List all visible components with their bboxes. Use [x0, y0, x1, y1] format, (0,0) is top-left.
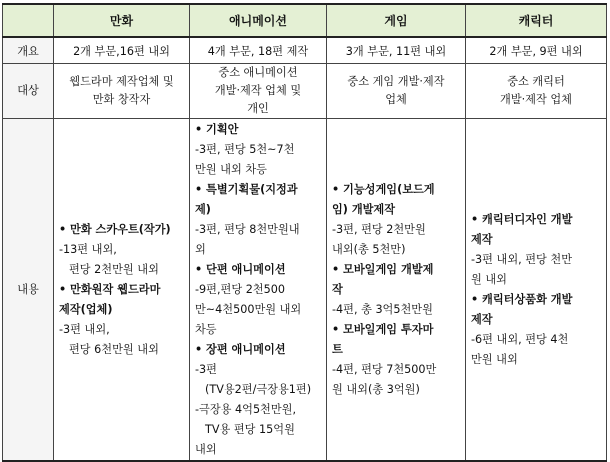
comics-item-detail: -13편 내외,	[59, 242, 117, 256]
target-game	[327, 64, 466, 119]
summary-animation: 4개 부문, 18편 제작	[190, 37, 327, 64]
target-label: 대상	[3, 64, 54, 119]
content-character	[466, 119, 607, 462]
game-item-detail: -3편, 편당 2천만원	[332, 222, 426, 236]
character-item-title: 제작	[471, 312, 493, 326]
animation-item-detail: 만~4천500만원 내외	[195, 303, 302, 316]
header-animation: 애니메이션	[190, 4, 327, 37]
animation-item-title: • 기획안	[195, 123, 239, 136]
comics-item-detail: -3편 내외,	[59, 322, 110, 336]
game-item-title: • 모바일게임 투자마	[332, 322, 434, 336]
comics-item-title: • 만화 스카우트(작가)	[59, 222, 171, 236]
target-comics	[54, 64, 190, 119]
animation-item-detail: -3편	[195, 363, 217, 376]
content-label: 내용	[3, 119, 54, 462]
content-animation	[190, 119, 327, 462]
animation-item-detail: TV용 편당 15억원	[205, 423, 295, 436]
comics-item-title: • 만화원작 웹드라마	[59, 282, 161, 296]
summary-row	[3, 37, 607, 64]
animation-item-detail: -9편,편당 2천500	[195, 283, 285, 296]
animation-item-detail: (TV용2편/극장용1편)	[205, 383, 312, 396]
comics-item-detail: 편당 2천만원 내외	[69, 262, 159, 276]
character-item-detail: -6편 내외, 편당 4천	[471, 332, 569, 346]
target-game-line: 업체	[385, 93, 407, 106]
summary-game: 3개 부문, 11편 내외	[327, 37, 466, 64]
animation-item-detail: 만원 내외 차등	[195, 163, 267, 176]
target-game-line: 중소 게임 개발·제작	[347, 75, 445, 88]
target-comics-line: 웹드라마 제작업체 및	[69, 75, 174, 88]
content-row	[3, 119, 607, 462]
game-item-title: 임) 개발제작	[332, 202, 396, 216]
target-character	[466, 64, 607, 119]
header-row	[3, 4, 607, 37]
animation-item-detail: 차등	[195, 323, 217, 336]
animation-item-detail: -극장용 4억5천만원,	[195, 403, 297, 416]
character-item-detail: 원 내외	[471, 272, 507, 286]
header-game: 게임	[327, 4, 466, 37]
character-item-title: 제작	[471, 232, 493, 246]
animation-item-detail: 외	[195, 243, 206, 256]
summary-character: 2개 부문, 9편 내외	[466, 37, 607, 64]
header-character: 캐릭터	[466, 4, 607, 37]
animation-item-title: 제)	[195, 203, 211, 216]
character-item-title: • 캐릭터상품화 개발	[471, 292, 573, 306]
target-character-line: 중소 캐릭터	[507, 75, 565, 88]
target-animation-line: 중소 애니메이션	[218, 66, 298, 79]
game-item-detail: -4편, 편당 7천500만	[332, 362, 437, 376]
comics-item-detail: 편당 6천만원 내외	[69, 342, 159, 356]
animation-item-title: • 특별기획물(지정과	[195, 183, 298, 196]
animation-item-detail: 내외	[195, 443, 217, 456]
game-item-title: 트	[332, 342, 343, 356]
game-item-detail: 원 내외(총 3억원)	[332, 382, 420, 396]
target-animation-line: 개인	[247, 102, 269, 115]
summary-label: 개요	[3, 37, 54, 64]
animation-item-detail: -3편, 편당 8천만원내	[195, 223, 300, 236]
animation-item-title: • 장편 애니메이션	[195, 343, 286, 356]
character-item-title: • 캐릭터디자인 개발	[471, 212, 573, 226]
header-corner	[3, 4, 54, 37]
animation-item-detail: -3편, 편당 5천~7천	[195, 143, 295, 156]
target-animation	[190, 64, 327, 119]
target-row	[3, 64, 607, 119]
comics-item-title: 제작(업체)	[59, 302, 113, 316]
animation-item-title: • 단편 애니메이션	[195, 263, 286, 276]
content-comics	[54, 119, 190, 462]
game-item-detail: -4편, 총 3억5천만원	[332, 302, 433, 316]
game-item-title: • 모바일게임 개발제	[332, 262, 434, 276]
character-item-detail: -3편 내외, 편당 천만	[471, 252, 573, 266]
header-comics: 만화	[54, 4, 190, 37]
target-animation-line: 개발·제작 업체 및	[214, 84, 302, 97]
target-character-line: 개발·제작 업체	[500, 93, 572, 106]
target-comics-line: 만화 창작자	[92, 93, 151, 106]
game-item-title: 작	[332, 282, 343, 296]
summary-comics: 2개 부문,16편 내외	[54, 37, 190, 64]
game-item-title: • 기능성게임(보드게	[332, 182, 435, 196]
content-game	[327, 119, 466, 462]
game-item-detail: 내외(총 5천만)	[332, 242, 406, 256]
program-table	[2, 3, 607, 462]
character-item-detail: 만원 내외	[471, 352, 518, 366]
